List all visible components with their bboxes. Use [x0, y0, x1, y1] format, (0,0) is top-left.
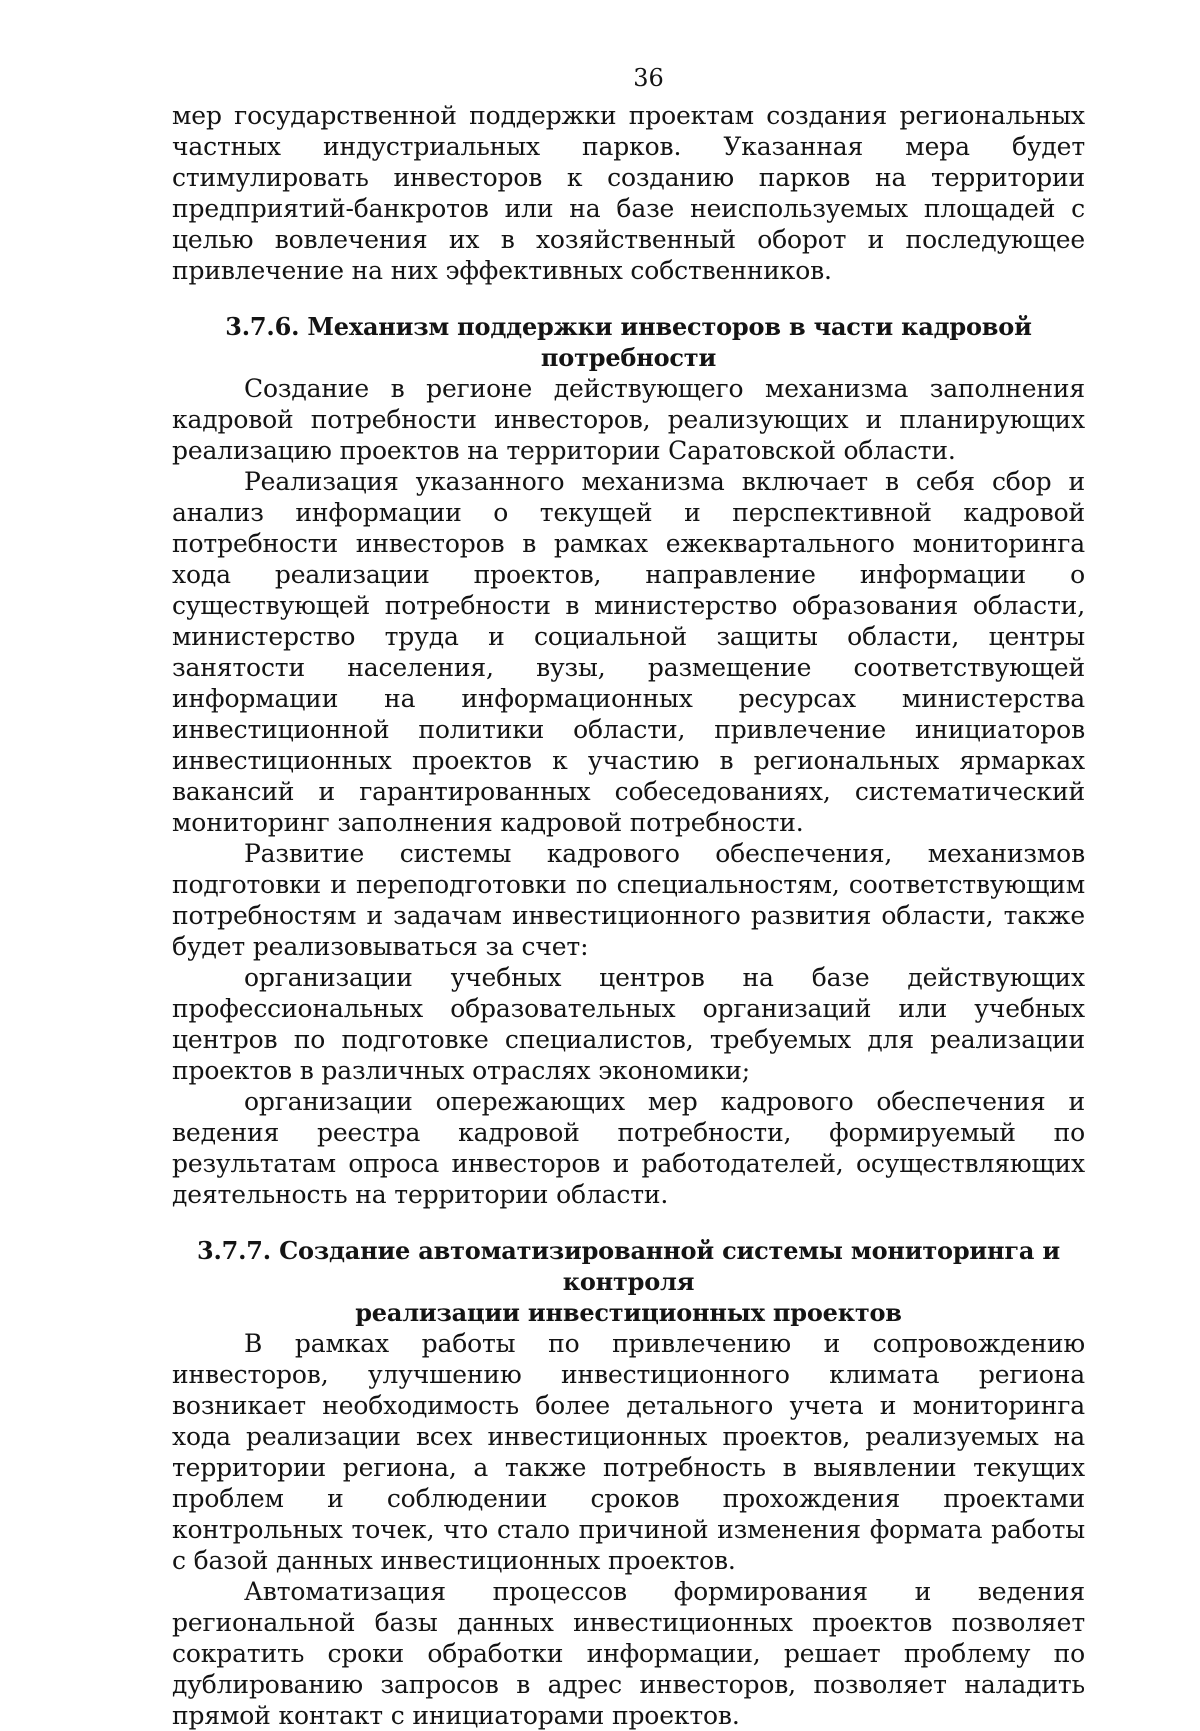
section-spacer: [172, 286, 1085, 311]
section-spacer: [172, 1210, 1085, 1235]
section-heading-3-7-7-line-1: 3.7.7. Создание автоматизированной системы мониторинга и контроля: [197, 1236, 1060, 1296]
page-number: 36: [633, 64, 664, 92]
section-heading-3-7-7-line-2: реализации инвестиционных проектов: [355, 1298, 902, 1327]
list-item-paragraph: организации опережающих мер кадрового обеспечения и ведения реестра кадровой потребности, формируемый по результатам опроса инвесторов и работодателей, осуществляющих деятельность на территории области.: [172, 1087, 1085, 1209]
paragraph: В рамках работы по привлечению и сопровождению инвесторов, улучшению инвестиционного климата региона возникает необходимость более детального учета и мониторинга хода реализации всех инвестиционных проектов, реализуемых на территории региона, а также потребность в выявлении текущих проблем и соблюдении сроков прохождения проектами контрольных точек, что стало причиной изменения формата работы с базой данных инвестиционных проектов.: [172, 1329, 1085, 1575]
section-heading-3-7-6: 3.7.6. Механизм поддержки инвесторов в части кадровой потребности: [225, 312, 1032, 372]
intro-paragraph: мер государственной поддержки проектам создания региональных частных индустриальных парков. Указанная мера будет стимулировать инвесторов к созданию парков на территории предприятий-банкротов или на базе неиспользуемых площадей с целью вовлечения их в хозяйственный оборот и последующее привлечение на них эффективных собственников.: [172, 101, 1085, 285]
paragraph: Развитие системы кадрового обеспечения, механизмов подготовки и переподготовки по специальностям, соответствующим потребностям и задачам инвестиционного развития области, также будет реализовываться за счет:: [172, 839, 1085, 961]
paragraph: Автоматизация процессов формирования и ведения региональной базы данных инвестиционных проектов позволяет сократить сроки обработки информации, решает проблему по дублированию запросов в адрес инвесторов, позволяет наладить прямой контакт с инициаторами проектов.: [172, 1577, 1085, 1730]
paragraph: Создание в регионе действующего механизма заполнения кадровой потребности инвесторов, реализующих и планирующих реализацию проектов на территории Саратовской области.: [172, 374, 1085, 465]
paragraph: Реализация указанного механизма включает в себя сбор и анализ информации о текущей и перспективной кадровой потребности инвесторов в рамках ежеквартального мониторинга хода реализации проектов, направление информации о существующей потребности в министерство образования области, министерство труда и социальной защиты области, центры занятости населения, вузы, размещение соответствующей информации на информационных ресурсах министерства инвестиционной политики области, привлечение инициаторов инвестиционных проектов к участию в региональных ярмарках вакансий и гарантированных собеседованиях, систематический мониторинг заполнения кадровой потребности.: [172, 467, 1085, 837]
list-item-paragraph: организации учебных центров на базе действующих профессиональных образовательных организаций или учебных центров по подготовке специалистов, требуемых для реализации проектов в различных отраслях экономики;: [172, 963, 1085, 1085]
